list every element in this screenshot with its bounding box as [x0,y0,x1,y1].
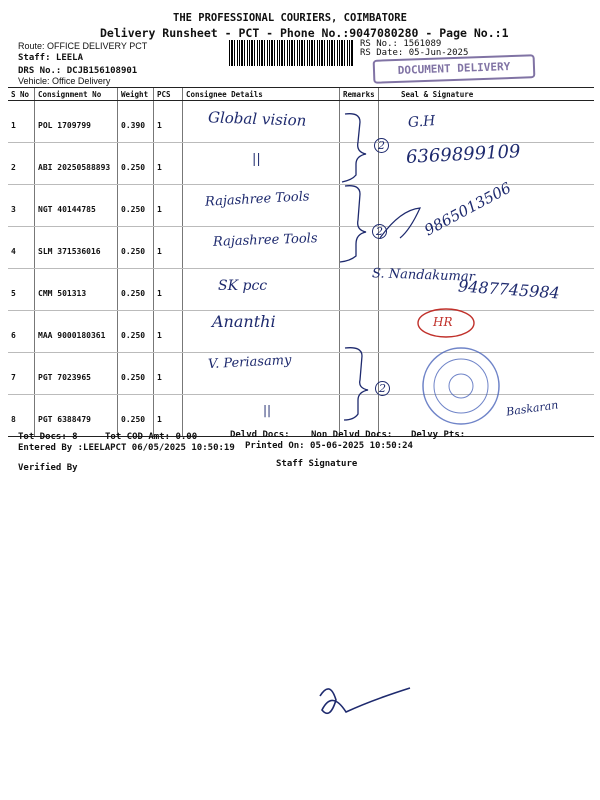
cell-sno: 7 [8,353,35,395]
cell-consignment: POL 1709799 [35,101,118,143]
cell-weight: 0.250 [118,269,154,311]
cell-consignment: ABI 20250588893 [35,143,118,185]
col-weight: Weight [118,88,154,101]
staff-signature-label: Staff Signature [276,459,358,469]
cell-consignment: PGT 7023965 [35,353,118,395]
consignee-handwriting-7: V. Periasamy [207,352,292,373]
cell-sno: 1 [8,101,35,143]
seal-signature-name: Baskaran [505,398,560,419]
cell-weight: 0.250 [118,353,154,395]
entered-by: Entered By :LEELAPCT 06/05/2025 10:50:19 [18,443,235,453]
phone-handwriting-5: 9487745984 [457,276,561,303]
col-consignee-details: Consignee Details [183,88,340,101]
cell-pcs: 1 [154,395,183,437]
delvd-docs: Delvd Docs: [230,430,290,440]
cell-sno: 8 [8,395,35,437]
remark-circled-b: 2 [372,224,387,239]
tot-docs: Tot Docs: 8 [18,432,78,442]
cell-sno: 5 [8,269,35,311]
rs-number: RS No.: 1561089 [360,39,442,49]
hr-mark: HR [433,315,453,329]
cell-weight: 0.250 [118,395,154,437]
consignee-handwriting-4: Rajashree Tools [212,231,318,250]
col-seal-signature: Seal & Signature [379,88,595,101]
cell-consignment: MAA 9000180361 [35,311,118,353]
col-sno: S No [8,88,35,101]
document-delivery-stamp: DOCUMENT DELIVERY [373,54,536,84]
consignee-handwriting-8: || [263,403,272,417]
consignee-handwriting-2: || [252,152,261,167]
cell-sno: 4 [8,227,35,269]
delvy-pts: Delvy Pts: [411,430,466,440]
cell-weight: 0.250 [118,143,154,185]
cell-pcs: 1 [154,311,183,353]
remark-circled-a: 2 [374,138,389,153]
non-delvd-docs: Non Delvd Docs: [311,430,393,440]
cell-pcs: 1 [154,227,183,269]
col-pcs: PCS [154,88,183,101]
route-label: Route: OFFICE DELIVERY PCT [18,41,148,51]
name-handwriting-5: S. Nandakumar [371,266,476,285]
staff-label: Staff: LEELA [18,53,84,63]
cell-consignment: NGT 40144785 [35,185,118,227]
cell-consignment: SLM 371536016 [35,227,118,269]
cell-weight: 0.250 [118,185,154,227]
cell-pcs: 1 [154,269,183,311]
cell-weight: 0.250 [118,227,154,269]
consignee-handwriting-1: Global vision [207,108,307,130]
drs-number: DRS No.: DCJB156108901 [18,66,138,76]
signature-row1: G.H [407,113,436,131]
cell-sno: 3 [8,185,35,227]
consignee-handwriting-5: SK pcc [218,278,268,294]
phone-handwriting-2: 9865013506 [421,178,515,240]
cell-sno: 2 [8,143,35,185]
consignee-handwriting-6: Ananthi [212,312,276,331]
cell-weight: 0.390 [118,101,154,143]
company-name: THE PROFESSIONAL COURIERS, COIMBATORE [173,12,407,24]
cell-sno: 6 [8,311,35,353]
cell-pcs: 1 [154,101,183,143]
cell-pcs: 1 [154,185,183,227]
runsheet-title: Delivery Runsheet - PCT - Phone No.:9047080280 - Page No.:1 [100,26,509,40]
verified-by: Verified By [18,463,78,473]
rs-date: RS Date: 05-Jun-2025 [360,48,469,58]
remark-circled-c: 2 [375,381,390,396]
phone-handwriting-1: 6369899109 [405,141,522,168]
consignee-handwriting-3: Rajashree Tools [204,189,310,210]
cell-consignment: CMM 501313 [35,269,118,311]
cell-weight: 0.250 [118,311,154,353]
tot-cod-amt: Tot COD Amt: 0.00 [105,432,198,442]
vehicle-label: Vehicle: Office Delivery [18,76,111,86]
cell-consignment: PGT 6388479 [35,395,118,437]
col-remarks: Remarks [340,88,379,101]
cell-pcs: 1 [154,353,183,395]
printed-on: Printed On: 05-06-2025 10:50:24 [245,441,413,451]
cell-pcs: 1 [154,143,183,185]
col-consignment-no: Consignment No [35,88,118,101]
